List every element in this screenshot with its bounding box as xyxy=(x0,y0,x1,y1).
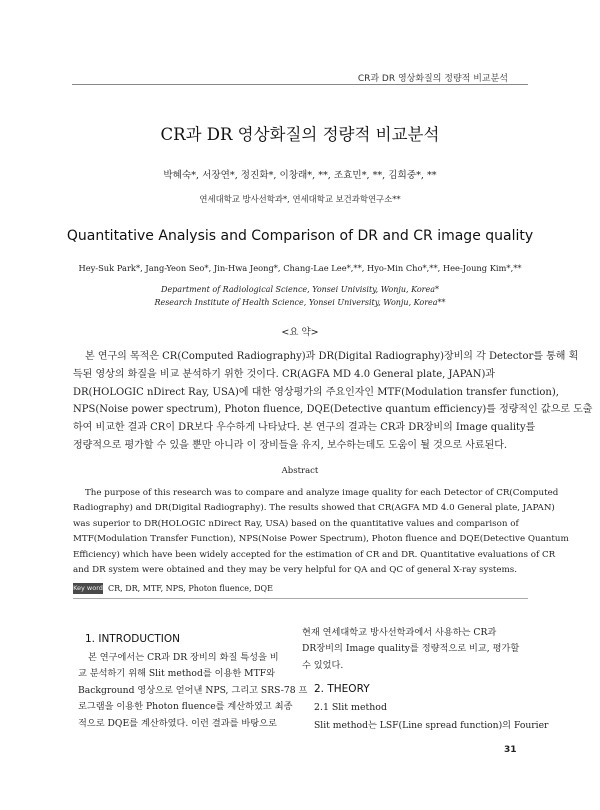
body-line: 로그램을 이용한 Photon fluence를 계산하였고 최종 xyxy=(78,701,293,713)
abstract-english xyxy=(73,486,569,578)
keyword-label: Key word xyxy=(73,584,103,592)
abstract-korean-line: 본 연구의 목적은 CR(Computed Radiography)과 DR(Digital Radiography)장비의 각 Detector를 통해 획 xyxy=(85,351,579,362)
abstract-english-line: The purpose of this research was to compare and analyze image quality for each Detector of CR(Computed xyxy=(85,488,559,498)
body-line: DR장비의 Image quality를 정량적으로 비교, 평가할 xyxy=(302,643,520,655)
abstract-korean-line: DR(HOLOGIC nDirect Ray, USA)에 대한 영상평가의 주요인자인 MTF(Modulation transfer function), xyxy=(73,386,559,398)
abstract-english-heading: Abstract xyxy=(281,466,319,476)
affiliation-korean: 연세대학교 방사선학과*, 연세대학교 보건과학연구소** xyxy=(199,194,401,204)
body-line: 수 있었다. xyxy=(302,659,344,671)
abstract-korean-line: 득된 영상의 화질을 비교 분석하기 위한 것이다. CR(AGFA MD 4.0 General plate, JAPAN)과 xyxy=(73,368,496,380)
body-line: Slit method는 LSF(Line spread function)의 Fourier xyxy=(314,720,549,731)
body-line: 교 분석하기 위해 Slit method를 이용한 MTF와 xyxy=(78,668,275,680)
keywords-divider xyxy=(73,598,528,599)
abstract-korean xyxy=(73,348,593,455)
right-column-body xyxy=(314,718,549,734)
running-head: CR과 DR 영상화질의 정량적 비교분석 xyxy=(357,74,508,84)
abstract-korean-line: NPS(Noise power spectrum), Photon fluence, DQE(Detective quantum efficiency)를 정량적인 값으로 도출 xyxy=(73,404,593,416)
paper-title-english: Quantitative Analysis and Comparison of DR and CR image quality xyxy=(66,228,534,244)
keywords: CR, DR, MTF, NPS, Photon fluence, DQE xyxy=(108,584,273,593)
left-column-text xyxy=(78,650,308,732)
page-number: 31 xyxy=(504,745,517,755)
abstract-english-line: Radiography) and DR(Digital Radiography). The results showed that CR(AGFA MD 4.0 General plate, JAPAN) xyxy=(73,503,555,514)
abstract-english-line: and DR system were obtained and they may be very helpful for QA and QC of general X-ray systems. xyxy=(73,565,517,576)
paper-title-korean: CR과 DR 영상화질의 정량적 비교분석 xyxy=(160,125,440,144)
abstract-english-line: was superior to DR(HOLOGIC nDirect Ray, USA) based on the quantitative values and comparison of xyxy=(73,518,519,529)
authors-english: Hey-Suk Park*, Jang-Yeon Seo*, Jin-Hwa Jeong*, Chang-Lae Lee*,**, Hyo-Min Cho*,**, Hee-Joung Kim*,** xyxy=(78,263,522,273)
subsection-heading-slit-method: 2.1 Slit method xyxy=(314,702,387,713)
right-column-text xyxy=(302,625,520,674)
section-heading-introduction: 1. INTRODUCTION xyxy=(85,633,181,645)
section-heading-theory: 2. THEORY xyxy=(314,683,370,695)
body-line: 적으로 DQE를 계산하였다. 이런 결과를 바탕으로 xyxy=(78,717,277,729)
body-line: 현재 연세대학교 방사선학과에서 사용하는 CR과 xyxy=(302,627,497,638)
affiliation-english-line: Research Institute of Health Science, Yonsei University, Wonju, Korea** xyxy=(154,298,446,307)
affiliation-english-line: Department of Radiological Science, Yonsei Univisity, Wonju, Korea* xyxy=(161,285,439,294)
authors-korean: 박혜숙*, 서장연*, 정진화*, 이창래*, **, 조효민*, **, 김희중*, ** xyxy=(163,170,437,181)
abstract-english-line: MTF(Modulation Transfer Function), NPS(Noise Power Spectrum), Photon fluence and DQE(Detective Quantum xyxy=(73,534,569,545)
abstract-korean-heading: <요 약> xyxy=(281,327,319,338)
abstract-korean-line: 하여 비교한 결과 CR이 DR보다 우수하게 나타났다. 본 연구의 결과는 CR과 DR장비의 Image quality를 xyxy=(73,422,536,434)
header-rule xyxy=(72,84,528,85)
abstract-english-line: Efficiency) which have been widely accepted for the estimation of CR and DR. Quantitative evaluations of CR xyxy=(73,549,556,560)
abstract-korean-line: 정량적으로 평가할 수 있을 뿐만 아니라 이 장비들을 유지, 보수하는데도 도움이 될 것으로 사료된다. xyxy=(73,439,508,451)
body-line: 본 연구에서는 CR과 DR 장비의 화질 특성을 비 xyxy=(88,652,279,663)
body-line: Background 영상으로 얻어낸 NPS, 그리고 SRS-78 프 xyxy=(78,684,308,696)
